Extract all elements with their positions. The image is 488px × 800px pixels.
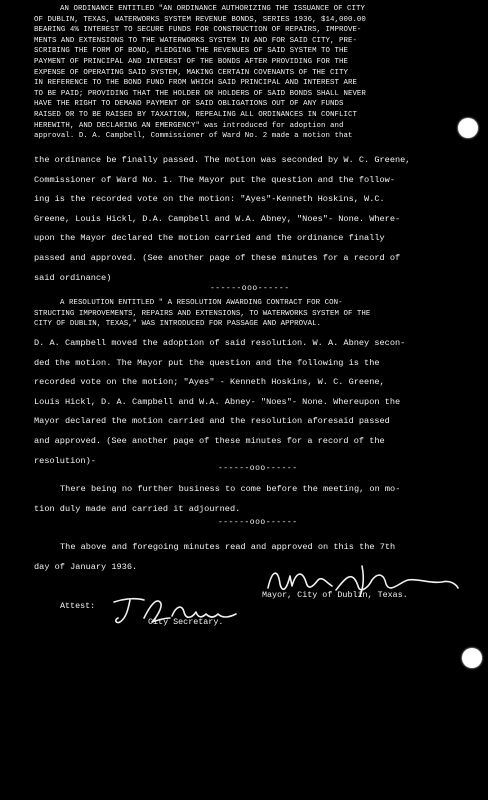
resolution-body-line: and approved. (See another page of these minutes for a record of the bbox=[34, 435, 385, 446]
approval-line: The above and foregoing minutes read and approved on this the 7th bbox=[60, 542, 396, 552]
ordinance-body-line: said ordinance) bbox=[34, 272, 112, 283]
ordinance-line: TO BE PAID; PROVIDING THAT THE HOLDER OR HOLDERS OF SAID BONDS SHALL NEVER bbox=[34, 89, 366, 98]
resolution-body-line: D. A. Campbell moved the adoption of said resolution. W. A. Abney secon- bbox=[34, 338, 406, 348]
resolution-line: CITY OF DUBLIN, TEXAS," WAS INTRODUCED FOR PASSAGE AND APPROVAL. bbox=[34, 320, 322, 329]
resolution-body-line: Mayor declared the motion carried and the resolution aforesaid passed bbox=[34, 416, 390, 427]
resolution-body-line: Louis Hickl, D. A. Campbell and W.A. Abney- "Noes"- None. Whereupon the bbox=[34, 396, 401, 407]
ordinance-line: PAYMENT OF PRINCIPAL AND INTEREST OF THE BONDS AFTER PROVIDING FOR THE bbox=[34, 57, 348, 66]
ordinance-line: HAVE THE RIGHT TO DEMAND PAYMENT OF SAID OBLIGATIONS OUT OF ANY FUNDS bbox=[34, 100, 344, 109]
resolution-line: STRUCTING IMPROVEMENTS, REPAIRS AND EXTENSIONS, TO WATERWORKS SYSTEM OF THE bbox=[34, 309, 371, 318]
ordinance-line: HEREWITH, AND DECLARING AN EMERGENCY" was introduced for adoption and bbox=[34, 121, 344, 130]
ordinance-line: RAISED OR TO BE RAISED BY TAXATION, REPEALING ALL ORDINANCES IN CONFLICT bbox=[34, 110, 357, 119]
punch-hole-top bbox=[458, 118, 478, 138]
resolution-body-line: recorded vote on the motion; "Ayes" - Kenneth Hoskins, W. C. Greene, bbox=[34, 377, 385, 388]
punch-hole-bottom bbox=[462, 648, 482, 668]
approval-line: day of January 1936. bbox=[34, 561, 138, 572]
ordinance-body-line: passed and approved. (See another page of these minutes for a record of bbox=[34, 252, 401, 263]
ordinance-body-line: upon the Mayor declared the motion carried and the ordinance finally bbox=[34, 233, 385, 244]
resolution-dense-text bbox=[34, 298, 460, 330]
ordinance-line: IN REFERENCE TO THE BOND FUND FROM WHICH SAID PRINCIPAL AND INTEREST ARE bbox=[34, 79, 357, 88]
ordinance-body-line: Commissioner of Ward No. 1. The Mayor put the question and the follow- bbox=[34, 174, 395, 185]
ordinance-line: MENTS AND EXTENSIONS TO THE WATERWORKS SYSTEM IN AND FOR SAID CITY, PRE- bbox=[34, 36, 357, 45]
mayor-caption: Mayor, City of Dublin, Texas. bbox=[262, 590, 408, 600]
ordinance-body-line: ing is the recorded vote on the motion: "Ayes"-Kenneth Hoskins, W.C. bbox=[34, 194, 385, 205]
ordinance-line: EXPENSE OF OPERATING SAID SYSTEM, MAKING CERTAIN COVENANTS OF THE CITY bbox=[34, 68, 348, 77]
ordinance-body-text bbox=[34, 151, 454, 288]
ordinance-dense-text bbox=[34, 4, 460, 142]
resolution-body-text bbox=[34, 334, 454, 471]
ordinance-line: approval. D. A. Campbell, Commissioner of Ward No. 2 made a motion that bbox=[34, 132, 353, 141]
adjournment-line: There being no further business to come before the meeting, on mo- bbox=[60, 484, 401, 494]
ordinance-line: AN ORDINANCE ENTITLED "AN ORDINANCE AUTHORIZING THE ISSUANCE OF CITY bbox=[60, 5, 365, 13]
ordinance-line: OF DUBLIN, TEXAS, WATERWORKS SYSTEM REVENUE BONDS, SERIES 1936, $14,000.00 bbox=[34, 15, 366, 24]
attest-label: Attest: bbox=[60, 601, 96, 611]
resolution-line: A RESOLUTION ENTITLED " A RESOLUTION AWARDING CONTRACT FOR CON- bbox=[60, 299, 343, 307]
section-separator: ------ooo------ bbox=[210, 284, 290, 293]
ordinance-line: SCRIBING THE FORM OF BOND, PLEDGING THE REVENUES OF SAID SYSTEM TO THE bbox=[34, 47, 348, 56]
ordinance-body-line: Greene, Louis Hickl, D.A. Campbell and W.A. Abney, "Noes"- None. Where- bbox=[34, 213, 401, 224]
adjournment-line: tion duly made and carried it adjourned. bbox=[34, 503, 241, 514]
resolution-body-line: ded the motion. The Mayor put the question and the following is the bbox=[34, 357, 380, 368]
resolution-body-line: resolution)- bbox=[34, 455, 96, 466]
adjournment-text bbox=[34, 480, 454, 519]
section-separator: ------ooo------ bbox=[218, 464, 298, 473]
secretary-caption: City Secretary. bbox=[148, 617, 224, 627]
ordinance-line: BEARING 4% INTEREST TO SECURE FUNDS FOR CONSTRUCTION OF REPAIRS, IMPROVE- bbox=[34, 26, 362, 35]
section-separator: ------ooo------ bbox=[218, 518, 298, 527]
ordinance-body-line: the ordinance be finally passed. The motion was seconded by W. C. Greene, bbox=[34, 155, 411, 165]
